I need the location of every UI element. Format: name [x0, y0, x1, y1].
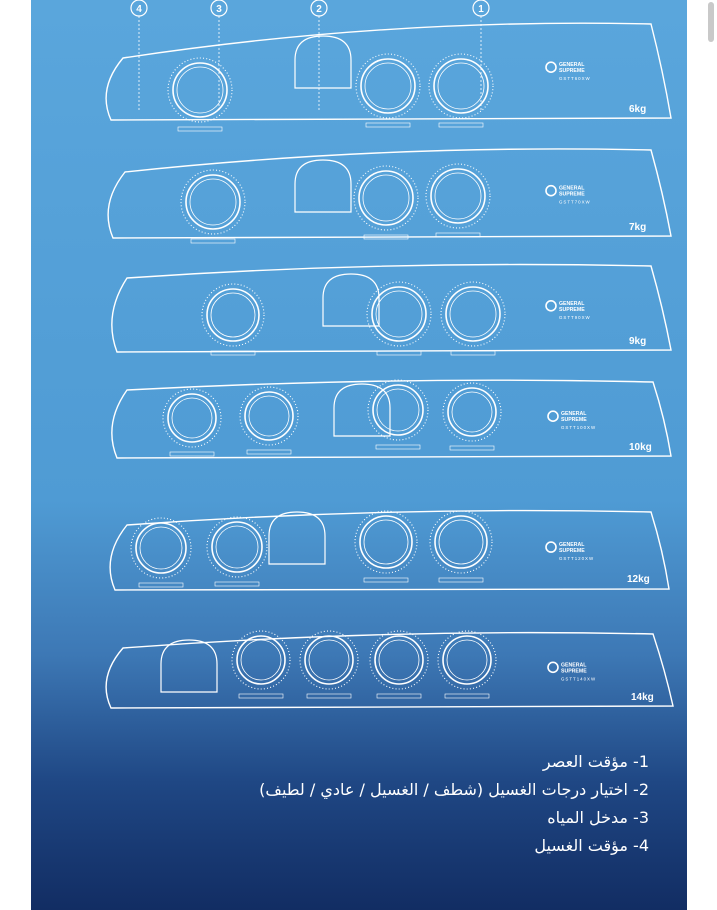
panel-1-knob-2 — [361, 59, 415, 113]
panel-3-brand-logo-mark — [546, 301, 556, 311]
panel-6-knob-1-label — [239, 694, 283, 698]
panel-6-capacity: 14kg — [631, 692, 654, 703]
panel-3-capacity: 9kg — [629, 336, 647, 347]
panel-4-brand-line-1: GENERAL — [561, 411, 587, 418]
panel-6-knob-2-label — [307, 694, 351, 698]
panel-1-knob-3-inner — [438, 63, 484, 109]
panel-6-knob-3-inner — [379, 640, 419, 680]
panel-1-knob-1-scale — [168, 58, 232, 122]
callout-3-number: 3 — [216, 4, 222, 15]
panel-5-knob-1-label — [139, 583, 183, 587]
panel-4-knob-3-label — [376, 445, 420, 449]
panel-2-brand-line-2: SUPREME — [559, 191, 585, 198]
panel-6-model: GSTT140XW — [561, 676, 597, 682]
panel-4-capacity: 10kg — [629, 442, 652, 453]
panel-1-brand-line-2: SUPREME — [559, 68, 585, 75]
panel-4-knob-2 — [245, 392, 293, 440]
panel-4-knob-2-inner — [249, 396, 289, 436]
panel-6-brand-logo-mark — [548, 662, 558, 672]
panel-4-knob-1 — [168, 394, 216, 442]
panel-2-knob-2 — [359, 171, 413, 225]
legend — [89, 748, 649, 860]
panel-outline-1 — [106, 23, 671, 120]
panel-6-knob-4 — [443, 636, 491, 684]
panel-6-knob-2-inner — [309, 640, 349, 680]
panel-5-knob-3 — [360, 516, 412, 568]
panel-4-model: GSTT100XW — [561, 425, 597, 431]
panel-4-knob-3-inner — [377, 389, 419, 431]
panel-6-water-inlet — [161, 640, 217, 692]
panel-1-knob-2-scale — [356, 54, 420, 118]
page-margin — [687, 0, 717, 910]
panel-3-knob-2 — [372, 287, 426, 341]
panel-5-knob-2-inner — [216, 526, 258, 568]
panel-6-knob-4-label — [445, 694, 489, 698]
panel-6-brand-line-2: SUPREME — [561, 668, 587, 675]
panel-3-knob-1-inner — [211, 293, 255, 337]
legend-item-4: 4- مؤقت الغسيل — [534, 836, 649, 855]
panel-3-knob-3-inner — [450, 291, 496, 337]
panel-1-knob-3 — [434, 59, 488, 113]
panel-1-model: GSTT60XW — [559, 76, 591, 82]
callout-4-number: 4 — [136, 4, 142, 15]
panel-4-knob-4 — [448, 388, 496, 436]
panel-2-knob-3 — [431, 169, 485, 223]
panel-5-capacity: 12kg — [627, 574, 650, 585]
scrollbar-thumb[interactable] — [708, 2, 714, 42]
panel-6-knob-1-inner — [241, 640, 281, 680]
panel-6-knob-1 — [237, 636, 285, 684]
panel-3-knob-1 — [207, 289, 259, 341]
panel-2-knob-3-scale — [426, 164, 490, 228]
panel-2-brand-logo-mark — [546, 186, 556, 196]
panel-1-capacity: 6kg — [629, 104, 647, 115]
panel-2-knob-1-label — [191, 239, 235, 243]
panel-6-knob-3-label — [377, 694, 421, 698]
panel-6-brand-line-1: GENERAL — [561, 662, 587, 669]
panel-5-knob-2-label — [215, 582, 259, 586]
legend-item-1: 1- مؤقت العصر — [542, 752, 649, 771]
panel-3-knob-2-scale — [367, 282, 431, 346]
panel-2-knob-1-inner — [190, 179, 236, 225]
panel-1-knob-2-label — [366, 123, 410, 127]
panel-outline-3 — [112, 265, 671, 353]
panel-4-brand-line-2: SUPREME — [561, 417, 587, 424]
panel-3-knob-3-scale — [441, 282, 505, 346]
panel-5-knob-3-inner — [364, 520, 408, 564]
panel-5-water-inlet — [269, 512, 325, 564]
callout-2-number: 2 — [316, 4, 322, 15]
panel-2-model: GSTT70XW — [559, 199, 591, 205]
panel-outline-6 — [106, 633, 673, 708]
panel-1-brand-logo-mark — [546, 62, 556, 72]
panel-1-brand-line-1: GENERAL — [559, 62, 585, 69]
legend-item-3: 3- مدخل المياه — [547, 808, 649, 827]
legend-item-2: 2- اختيار درجات الغسيل (شطف / الغسيل / عادي / لطيف) — [259, 780, 649, 799]
panel-4-knob-4-label — [450, 446, 494, 450]
panel-5-model: GSTT120XW — [559, 556, 595, 562]
panel-4-brand-logo-mark — [548, 411, 558, 421]
panel-4-knob-2-label — [247, 450, 291, 454]
panel-5-knob-4-label — [439, 578, 483, 582]
panel-3-brand-line-2: SUPREME — [559, 306, 585, 313]
panel-3-brand-line-1: GENERAL — [559, 300, 585, 307]
panel-6-knob-4-inner — [447, 640, 487, 680]
panel-3-knob-3 — [446, 287, 500, 341]
panel-2-knob-1 — [186, 175, 240, 229]
panel-5-knob-1 — [136, 523, 186, 573]
panel-2-knob-1-scale — [181, 170, 245, 234]
panel-5-knob-4 — [435, 516, 487, 568]
panel-4-knob-3 — [373, 385, 423, 435]
panel-2-brand-line-1: GENERAL — [559, 185, 585, 192]
panel-5-knob-1-inner — [140, 527, 182, 569]
panel-2-knob-3-inner — [435, 173, 481, 219]
panel-6-knob-3 — [375, 636, 423, 684]
panel-3-model: GSTT90XW — [559, 314, 591, 320]
panel-3-knob-2-inner — [376, 291, 422, 337]
panel-3-knob-3-label — [451, 351, 495, 355]
panel-6-knob-2 — [305, 636, 353, 684]
panel-5-knob-2 — [212, 522, 262, 572]
panel-5-knob-4-inner — [439, 520, 483, 564]
panel-2-knob-2-scale — [354, 166, 418, 230]
panel-2-knob-2-inner — [363, 175, 409, 221]
panel-3-water-inlet — [323, 274, 379, 326]
control-panels-diagram — [31, 0, 687, 740]
panel-5-brand-logo-mark — [546, 542, 556, 552]
panel-1-knob-1-label — [178, 127, 222, 131]
panel-5-brand-line-2: SUPREME — [559, 548, 585, 555]
panel-4-knob-1-inner — [172, 398, 212, 438]
panel-2-capacity: 7kg — [629, 222, 647, 233]
diagram-sheet — [31, 0, 687, 910]
panel-4-knob-1-label — [170, 452, 214, 456]
panel-1-knob-3-label — [439, 123, 483, 127]
panel-1-knob-3-scale — [429, 54, 493, 118]
panel-1-water-inlet — [295, 36, 351, 88]
panel-1-knob-1-inner — [177, 67, 223, 113]
panel-5-brand-line-1: GENERAL — [559, 542, 585, 549]
panel-5-knob-3-label — [364, 578, 408, 582]
panel-1-knob-2-inner — [365, 63, 411, 109]
panel-4-knob-4-inner — [452, 392, 492, 432]
panel-2-water-inlet — [295, 160, 351, 212]
callout-1-number: 1 — [478, 4, 484, 15]
